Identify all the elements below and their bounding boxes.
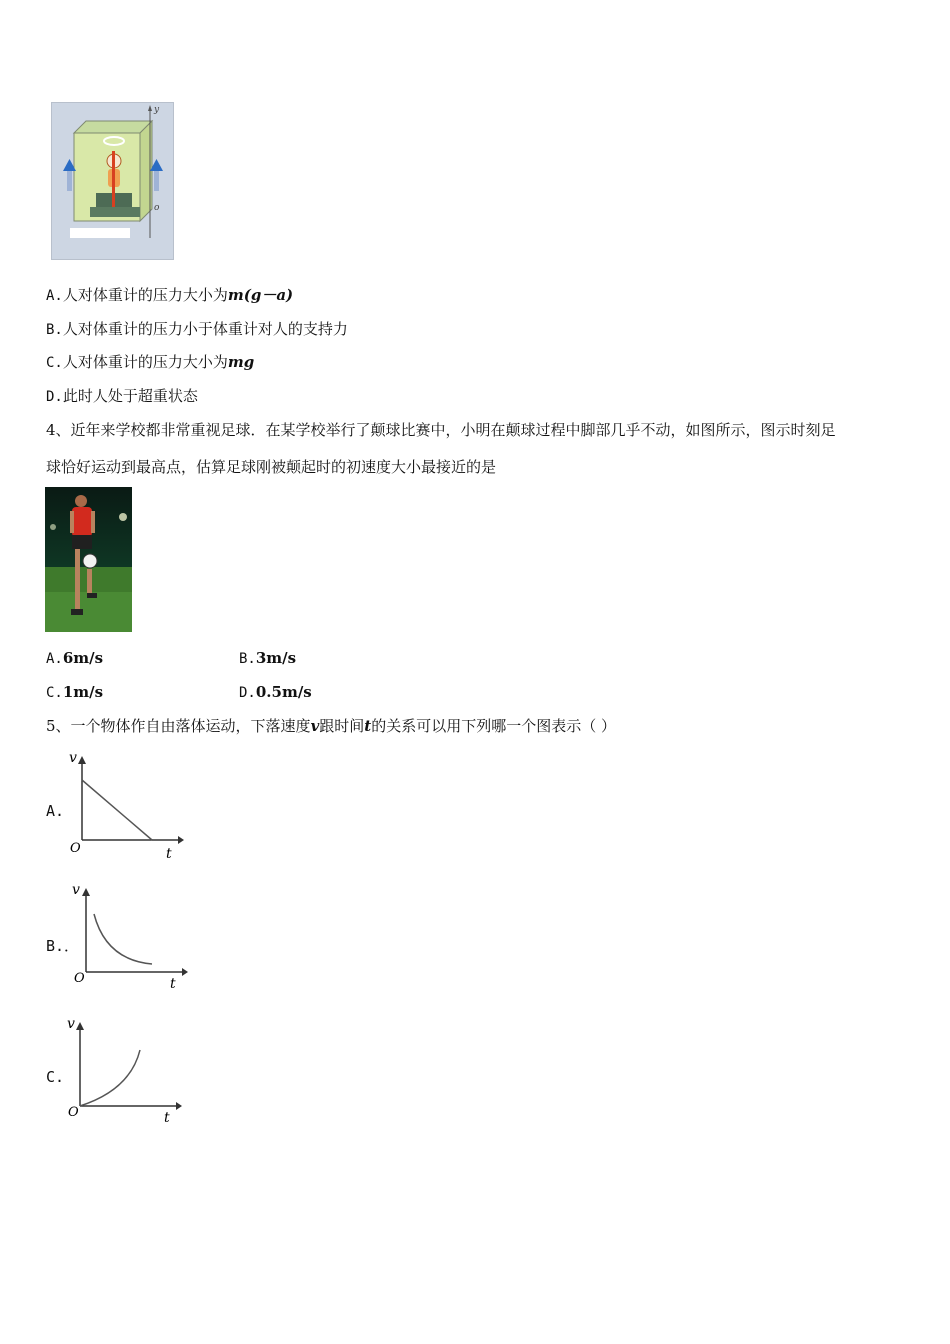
q5-option-c-label: C. — [46, 1068, 65, 1086]
svg-text:O: O — [70, 841, 81, 856]
q3-option-c: C.人对体重计的压力大小为mg — [46, 353, 255, 371]
svg-text:t: t — [166, 846, 172, 862]
q4-option-c: C.1m/s — [46, 683, 104, 701]
q4-option-d: D.0.5m/s — [239, 683, 312, 701]
decaying-curve — [94, 914, 152, 964]
q5-option-b-graph — [66, 880, 190, 992]
svg-text:v: v — [69, 750, 77, 766]
elevator-figure — [51, 102, 174, 260]
q3-option-a: A.人对体重计的压力大小为m(g－a) — [46, 286, 294, 304]
svg-text:v: v — [72, 882, 80, 898]
svg-text:t: t — [164, 1110, 170, 1126]
q3-option-b: B.人对体重计的压力小于体重计对人的支持力 — [46, 320, 348, 338]
svg-text:O: O — [74, 971, 85, 986]
q4-stem-line1: 4、近年来学校都非常重视足球．在某学校举行了颠球比赛中，小明在颠球过程中脚部几乎不动，如图所示，图示时刻足 — [46, 421, 836, 439]
q5-stem: 5、一个物体作自由落体运动，下落速度v跟时间t的关系可以用下列哪一个图表示（ ） — [46, 717, 617, 735]
q5-option-b-label: B.． — [46, 937, 80, 955]
axis-y-label: y — [154, 105, 160, 115]
q4-option-a: A.6m/s — [46, 649, 104, 667]
q3-option-d: D.此时人处于超重状态 — [46, 387, 198, 405]
svg-text:t: t — [170, 976, 176, 992]
axis-origin-label: o — [154, 203, 160, 213]
svg-text:v: v — [67, 1016, 75, 1032]
elevator-illustration — [52, 103, 173, 259]
decreasing-line — [82, 780, 152, 840]
q4-option-b: B.3m/s — [239, 649, 297, 667]
q5-option-a-label: A. — [46, 802, 65, 820]
q4-stem-line2: 球恰好运动到最高点，估算足球刚被颠起时的初速度大小最接近的是 — [46, 458, 497, 476]
increasing-curve — [80, 1050, 140, 1106]
football-player-photo — [45, 487, 132, 632]
svg-text:O: O — [68, 1105, 79, 1120]
q5-option-c-graph — [66, 1014, 186, 1126]
q5-option-a-graph — [66, 750, 186, 862]
